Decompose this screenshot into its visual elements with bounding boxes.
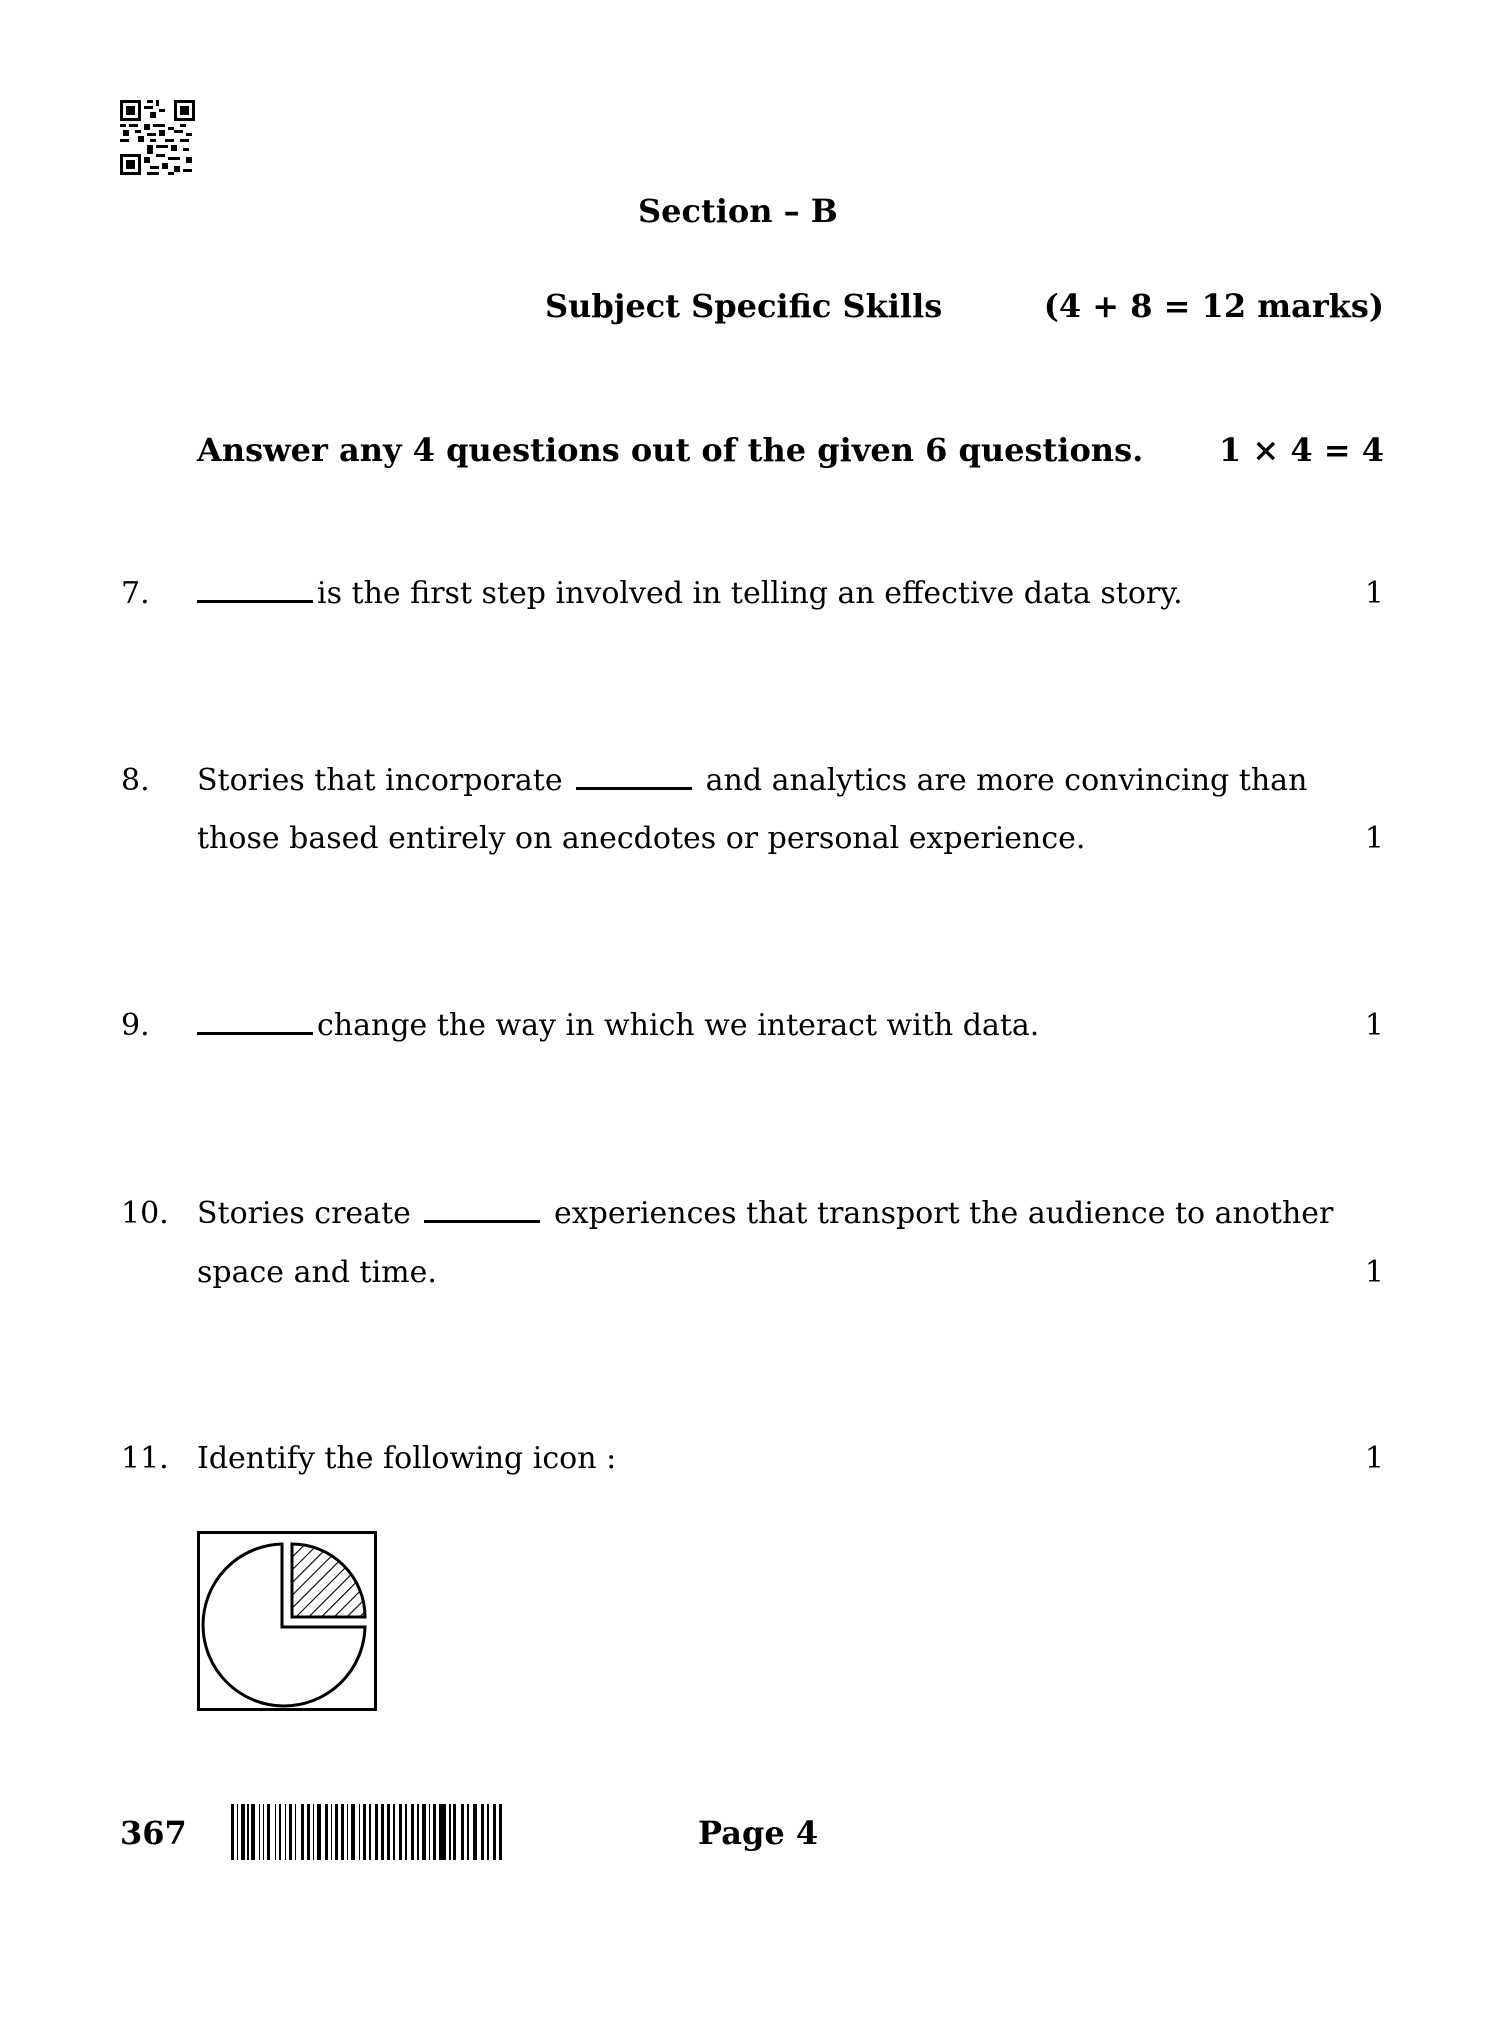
question-text: Identify the following icon : [197, 1441, 617, 1476]
question-text-line2: those based entirely on anecdotes or personal experience. [197, 821, 1086, 856]
question-text: change the way in which we interact with data. [197, 1008, 1039, 1044]
question-marks: 1 [1364, 1441, 1384, 1476]
instruction-marks: 1 × 4 = 4 [1219, 431, 1384, 469]
barcode-icon [231, 1804, 503, 1860]
pie-chart-icon [200, 1534, 374, 1708]
paper-code: 367 [120, 1814, 187, 1852]
question-marks: 1 [1364, 821, 1384, 856]
question-text-line2: space and time. [197, 1255, 437, 1290]
question-number: 9. [121, 1008, 150, 1043]
answer-blank [576, 763, 692, 790]
section-subtitle: Subject Specific Skills [545, 287, 943, 325]
question-number: 10. [121, 1196, 169, 1231]
question-marks: 1 [1364, 1008, 1384, 1043]
qr-code-icon [120, 100, 195, 175]
answer-blank [424, 1196, 540, 1223]
question-number: 8. [121, 763, 150, 798]
question-text: Stories create experiences that transport the audience to another [197, 1196, 1334, 1231]
question-marks: 1 [1364, 1255, 1384, 1290]
question-marks: 1 [1364, 576, 1384, 611]
question-number: 11. [121, 1441, 169, 1476]
question-number: 7. [121, 576, 150, 611]
section-marks: (4 + 8 = 12 marks) [1043, 287, 1384, 325]
question-text: is the first step involved in telling an effective data story. [197, 576, 1183, 612]
question-text: Stories that incorporate and analytics are more convincing than [197, 763, 1308, 798]
answer-blank [197, 1008, 313, 1035]
pie-chart-icon-frame [197, 1531, 377, 1711]
instruction-text: Answer any 4 questions out of the given 6 questions. [197, 431, 1144, 469]
page-number: Page 4 [698, 1814, 819, 1852]
section-title: Section – B [638, 192, 838, 230]
answer-blank [197, 576, 313, 603]
